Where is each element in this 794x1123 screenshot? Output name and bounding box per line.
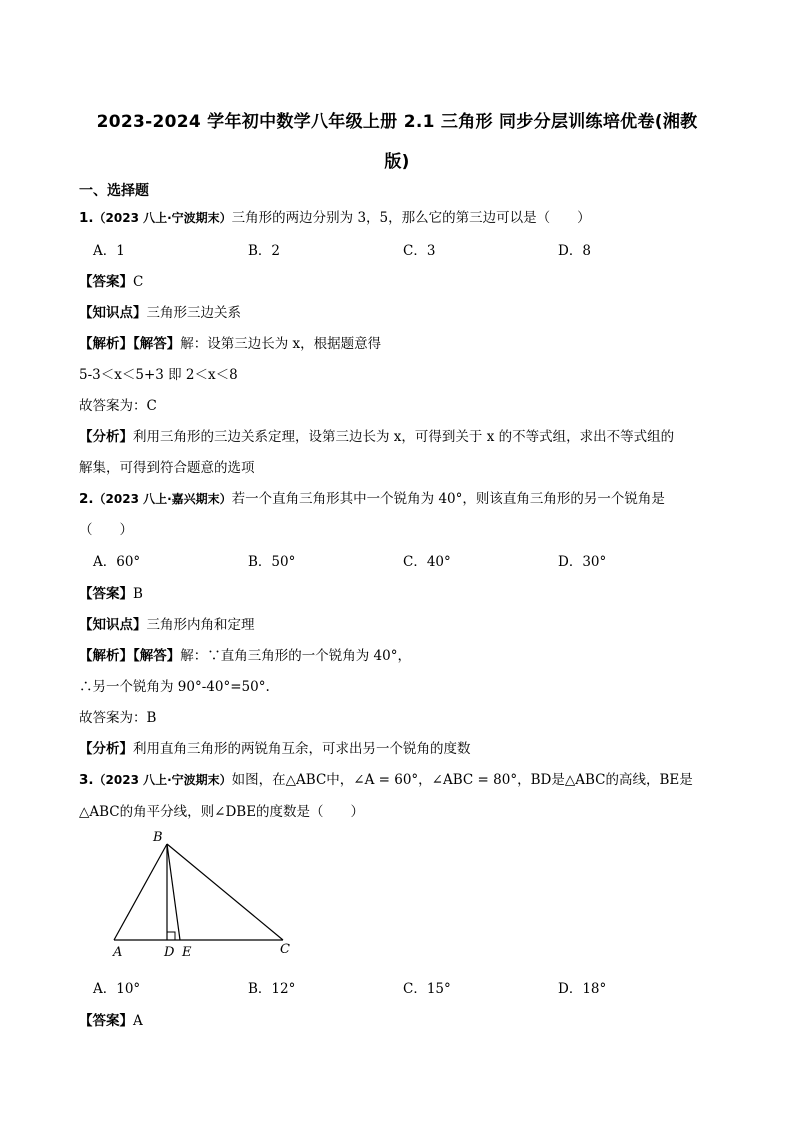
q2-stem [79, 487, 665, 507]
q3-stem-line2: △ABC的角平分线，则∠DBE的度数是（ ） [79, 804, 365, 820]
q2-jx-line2: ∴另一个锐角为 90°-40°=50°. [79, 679, 270, 695]
q2-fenxi [79, 737, 471, 757]
q3-answer [79, 1009, 143, 1029]
q3-option-b: B．12° [248, 981, 296, 997]
q3-answer-value: A [133, 1013, 143, 1029]
label-e: E [182, 945, 192, 960]
q3-option-a: A．10° [93, 981, 141, 997]
q3-source: （2023 八上·宁波期末） [93, 773, 232, 787]
q2-stem-text: 若一个直角三角形其中一个锐角为 40°，则该直角三角形的另一个锐角是 [231, 491, 665, 507]
q2-stem-line2: （ ） [79, 522, 133, 538]
q1-jx-line3: 故答案为：C [79, 398, 157, 414]
q1-fx-tag: 【分析】 [79, 429, 133, 445]
label-a: A [113, 945, 123, 960]
q1-answer [79, 270, 143, 290]
q2-number: 2. [79, 491, 94, 507]
q2-option-b: B．50° [248, 554, 296, 570]
q1-fenxi [79, 425, 674, 445]
q3-answer-tag: 【答案】 [79, 1013, 133, 1029]
q2-answer [79, 582, 143, 602]
q2-jx-tag: 【解析】【解答】 [79, 648, 181, 664]
q3-option-c: C．15° [403, 981, 451, 997]
q1-jx-line1: 解：设第三边长为 x，根据题意得 [180, 336, 382, 352]
q2-fx-tag: 【分析】 [79, 741, 133, 757]
q1-analysis [79, 332, 381, 352]
q2-jx-line1: 解：∵直角三角形的一个锐角为 40°， [180, 648, 411, 664]
q1-fx-line2: 解集，可得到符合题意的选项 [79, 460, 255, 476]
q1-number: 1. [79, 210, 94, 226]
q1-answer-tag: 【答案】 [79, 274, 133, 290]
q2-jx-line3: 故答案为：B [79, 710, 157, 726]
q1-fx-line1: 利用三角形的三边关系定理，设第三边长为 x，可得到关于 x 的不等式组，求出不等式组的 [133, 429, 675, 445]
q1-kp-tag: 【知识点】 [79, 305, 147, 321]
q3-option-d: D．18° [558, 981, 607, 997]
q3-stem [79, 768, 693, 788]
side-bc [167, 844, 283, 940]
q2-analysis [79, 644, 411, 664]
q1-knowledge-point [79, 301, 241, 321]
q1-kp-value: 三角形三边关系 [146, 305, 241, 321]
q2-option-a: A．60° [93, 554, 141, 570]
q2-kp-value: 三角形内角和定理 [146, 617, 255, 633]
q3-stem-text: 如图，在△ABC中，∠A = 60°，∠ABC = 80°，BD是△ABC的高线，BE是 [231, 772, 693, 788]
document-title-line2: 版) [384, 152, 410, 172]
bisector-be [167, 844, 180, 940]
q2-option-d: D．30° [558, 554, 607, 570]
label-c: C [280, 942, 290, 957]
q2-source: （2023 八上·嘉兴期末） [93, 492, 232, 506]
q1-source: （2023 八上·宁波期末） [93, 211, 232, 225]
q1-jx-tag: 【解析】【解答】 [79, 336, 181, 352]
q2-kp-tag: 【知识点】 [79, 617, 147, 633]
q2-option-c: C．40° [403, 554, 451, 570]
q3-number: 3. [79, 772, 94, 788]
q1-option-c: C．3 [403, 243, 436, 259]
section-heading: 一、选择题 [79, 183, 149, 199]
label-d: D [164, 945, 175, 960]
q1-answer-value: C [133, 274, 144, 290]
q1-jx-line2: 5-3＜x＜5+3 即 2＜x＜8 [79, 367, 238, 383]
q1-option-a: A．1 [93, 243, 125, 259]
q2-answer-tag: 【答案】 [79, 586, 133, 602]
q1-option-b: B．2 [248, 243, 281, 259]
q1-stem [79, 206, 591, 226]
q1-stem-text: 三角形的两边分别为 3，5，那么它的第三边可以是（ ） [231, 210, 591, 226]
side-ab [114, 844, 167, 940]
q2-fx-line1: 利用直角三角形的两锐角互余，可求出另一个锐角的度数 [133, 741, 471, 757]
triangle-figure [100, 826, 310, 962]
document-title-line1: 2023-2024 学年初中数学八年级上册 2.1 三角形 同步分层训练培优卷(湘教 [96, 112, 698, 132]
label-b: B [153, 830, 163, 845]
q2-answer-value: B [133, 586, 143, 602]
right-angle-mark [167, 932, 175, 940]
q1-option-d: D．8 [558, 243, 591, 259]
q2-knowledge-point [79, 613, 255, 633]
